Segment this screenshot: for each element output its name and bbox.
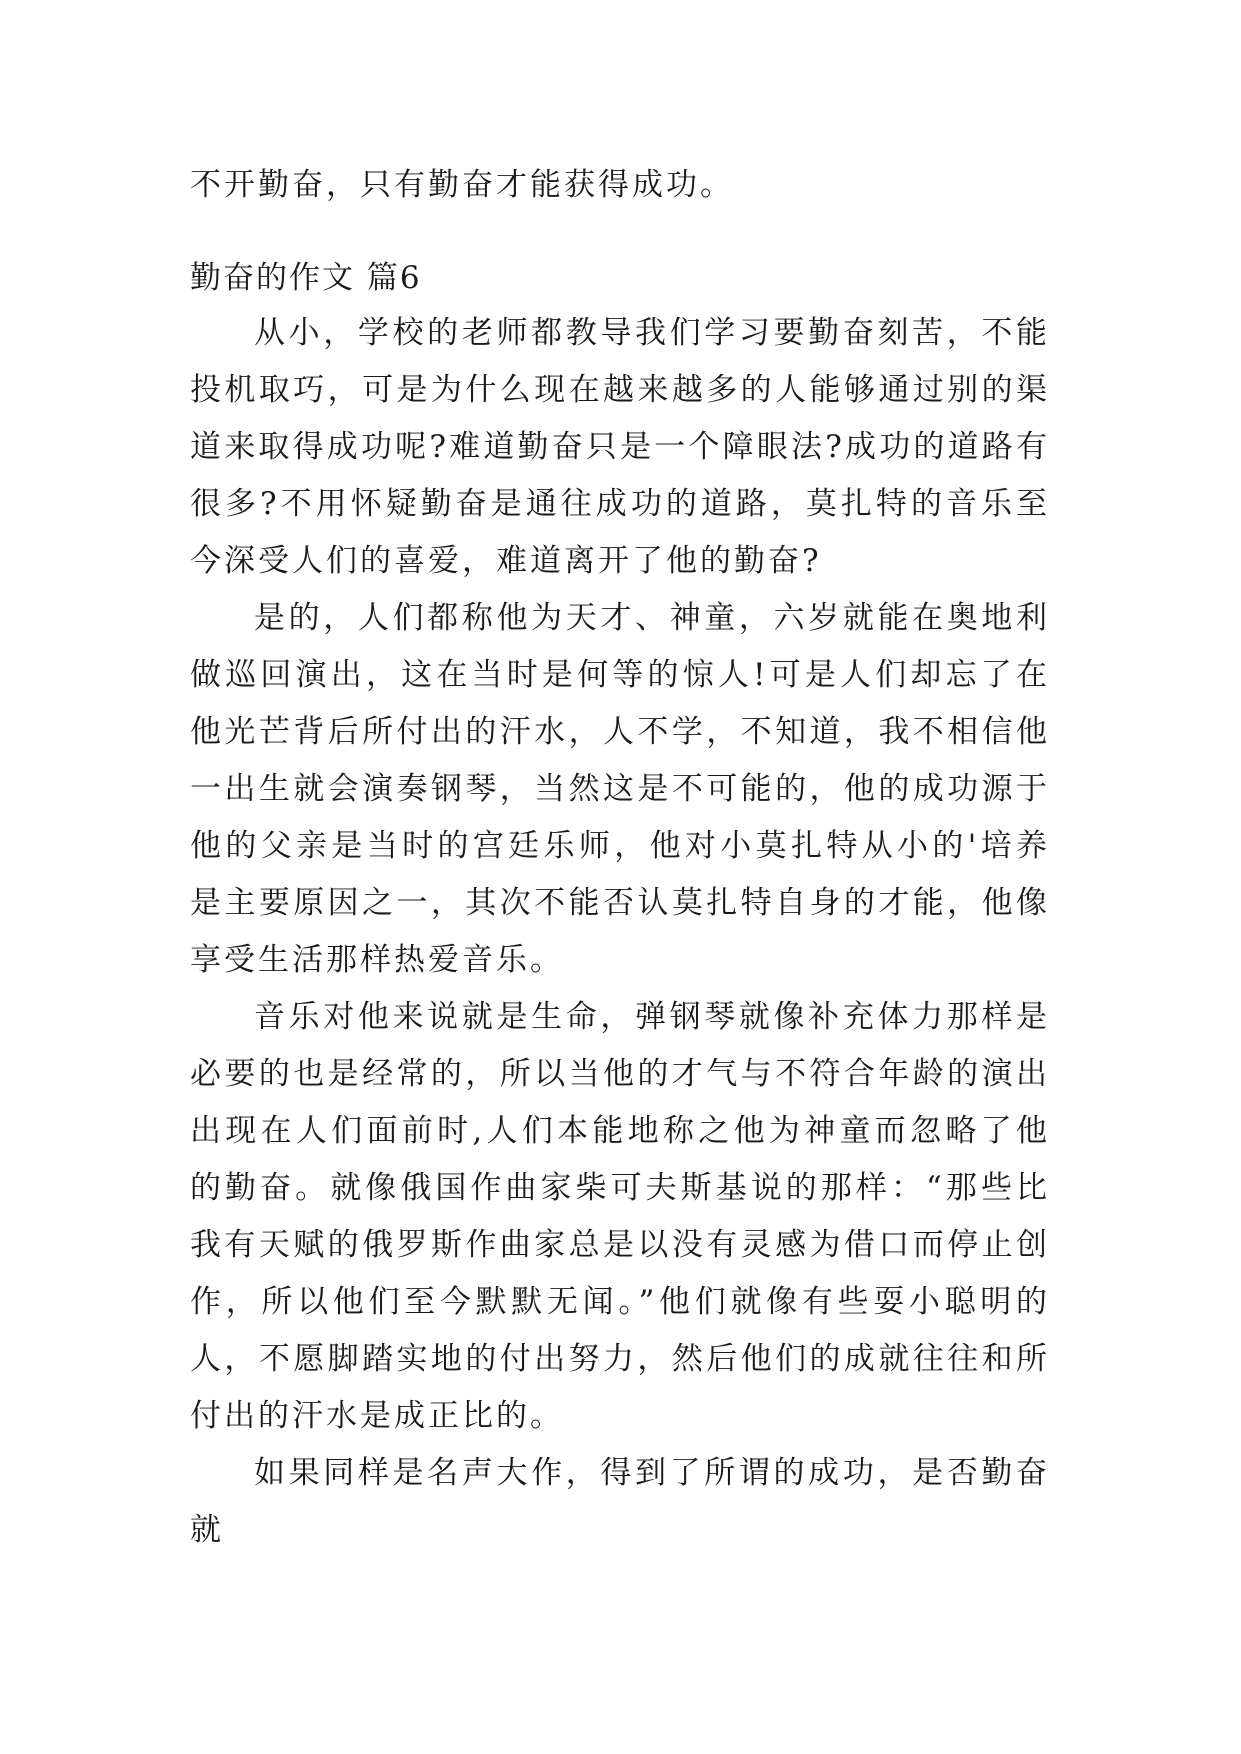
section-heading: 勤奋的作文 篇6 <box>190 260 422 296</box>
continuation-text: 不开勤奋，只有勤奋才能获得成功。 <box>190 167 734 203</box>
paragraph: 音乐对他来说就是生命，弹钢琴就像补充体力那样是必要的也是经常的，所以当他的才气与不符合年龄的演出出现在人们面前时,人们本能地称之他为神童而忽略了他的勤奋。就像俄国作曲家柴可夫斯基说的那样：“那些比我有天赋的俄罗斯作曲家总是以没有灵感为借口而停止创作，所以他们至今默默无闻。”他们就像有些耍小聪明的人，不愿脚踏实地的付出努力，然后他们的成就往往和所付出的汗水是成正比的。 <box>190 999 1050 1434</box>
essay-body <box>190 305 1050 1559</box>
paragraph: 从小，学校的老师都教导我们学习要勤奋刻苦，不能投机取巧，可是为什么现在越来越多的人能够通过别的渠道来取得成功呢?难道勤奋只是一个障眼法?成功的道路有很多?不用怀疑勤奋是通往成功的道路，莫扎特的音乐至今深受人们的喜爱，难道离开了他的勤奋? <box>190 315 1050 579</box>
paragraph: 是的，人们都称他为天才、神童，六岁就能在奥地利做巡回演出，这在当时是何等的惊人!可是人们却忘了在他光芒背后所付出的汗水，人不学，不知道，我不相信他一出生就会演奏钢琴，当然这是不可能的，他的成功源于他的父亲是当时的宫廷乐师，他对小莫扎特从小的'培养是主要原因之一，其次不能否认莫扎特自身的才能，他像享受生活那样热爱音乐。 <box>190 600 1050 978</box>
paragraph: 如果同样是名声大作，得到了所谓的成功，是否勤奋就 <box>190 1455 1050 1548</box>
